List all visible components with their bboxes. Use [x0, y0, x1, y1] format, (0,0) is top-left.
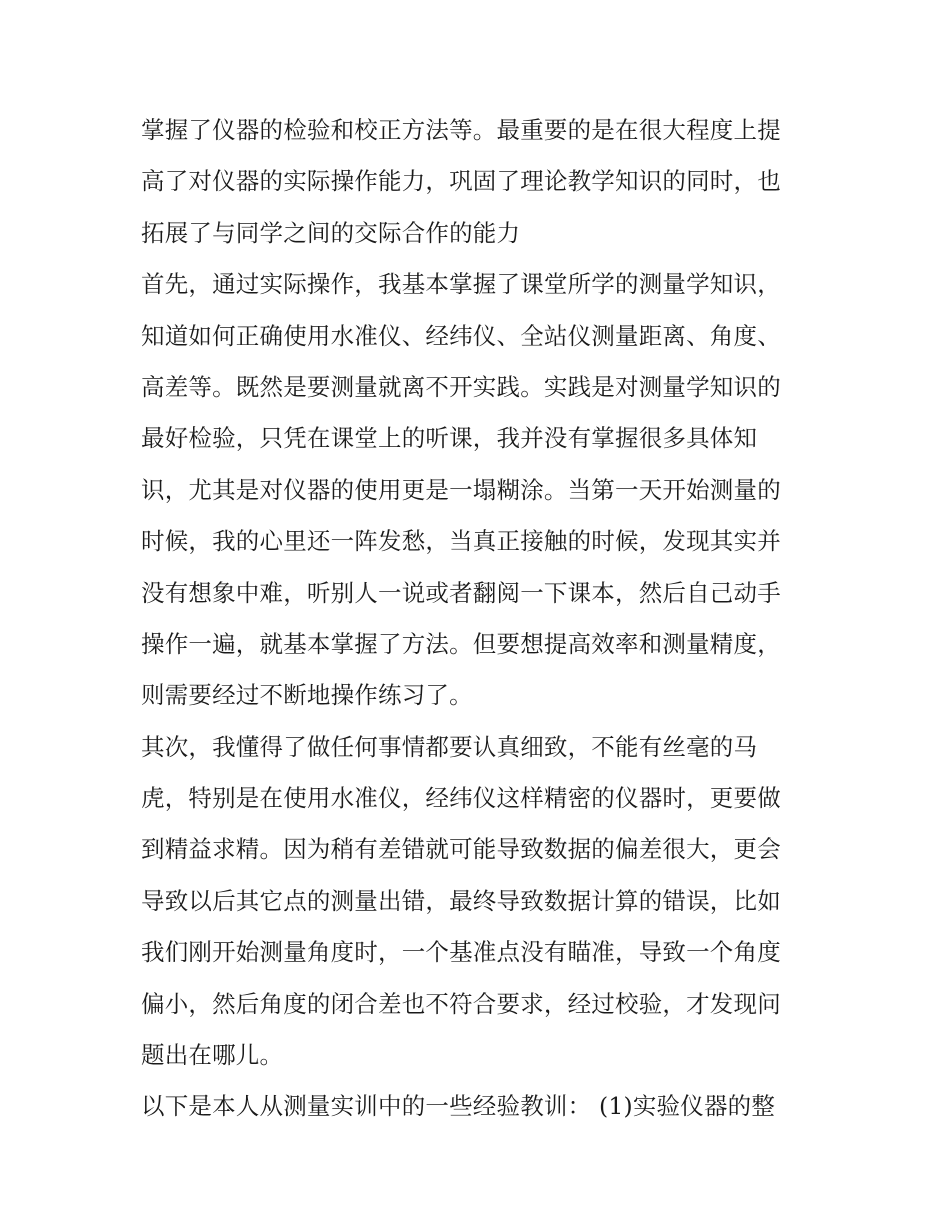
text-line: 我们刚开始测量角度时，一个基准点没有瞄准，导致一个角度	[141, 938, 781, 967]
text-line: 知道如何正确使用水准仪、经纬仪、全站仪测量距离、角度、	[141, 321, 781, 350]
text-line: 到精益求精。因为稍有差错就可能导致数据的偏差很大，更会	[141, 835, 781, 864]
text-line: 拓展了与同学之间的交际合作的能力	[141, 218, 521, 247]
text-line: 最好检验，只凭在课堂上的听课，我并没有掌握很多具体知	[141, 424, 758, 453]
text-line: 导致以后其它点的测量出错，最终导致数据计算的错误，比如	[141, 886, 781, 915]
text-line: 偏小，然后角度的闭合差也不符合要求，经过校验，才发现问	[141, 989, 781, 1018]
text-line: 没有想象中难，听别人一说或者翻阅一下课本，然后自己动手	[141, 578, 781, 607]
text-line: 高差等。既然是要测量就离不开实践。实践是对测量学知识的	[141, 372, 781, 401]
text-line: 首先，通过实际操作，我基本掌握了课堂所学的测量学知识，	[141, 270, 781, 299]
text-line: 则需要经过不断地操作练习了。	[141, 681, 473, 710]
body-text	[141, 105, 831, 1133]
text-line: 其次，我懂得了做任何事情都要认真细致，不能有丝毫的马	[141, 732, 758, 761]
text-line: 虎，特别是在使用水准仪，经纬仪这样精密的仪器时，更要做	[141, 784, 781, 813]
text-line: 操作一遍，就基本掌握了方法。但要想提高效率和测量精度，	[141, 629, 781, 658]
text-line: 题出在哪儿。	[141, 1041, 284, 1070]
text-line: 掌握了仪器的检验和校正方法等。最重要的是在很大程度上提	[141, 116, 781, 144]
text-line: 识，尤其是对仪器的使用更是一塌糊涂。当第一天开始测量的	[141, 475, 781, 504]
text-line: 高了对仪器的实际操作能力，巩固了理论教学知识的同时，也	[141, 167, 781, 196]
text-line: 以下是本人从测量实训中的一些经验教训： (1)实验仪器的整	[141, 1092, 776, 1121]
text-line: 时候，我的心里还一阵发愁，当真正接触的时候，发现其实并	[141, 527, 781, 556]
